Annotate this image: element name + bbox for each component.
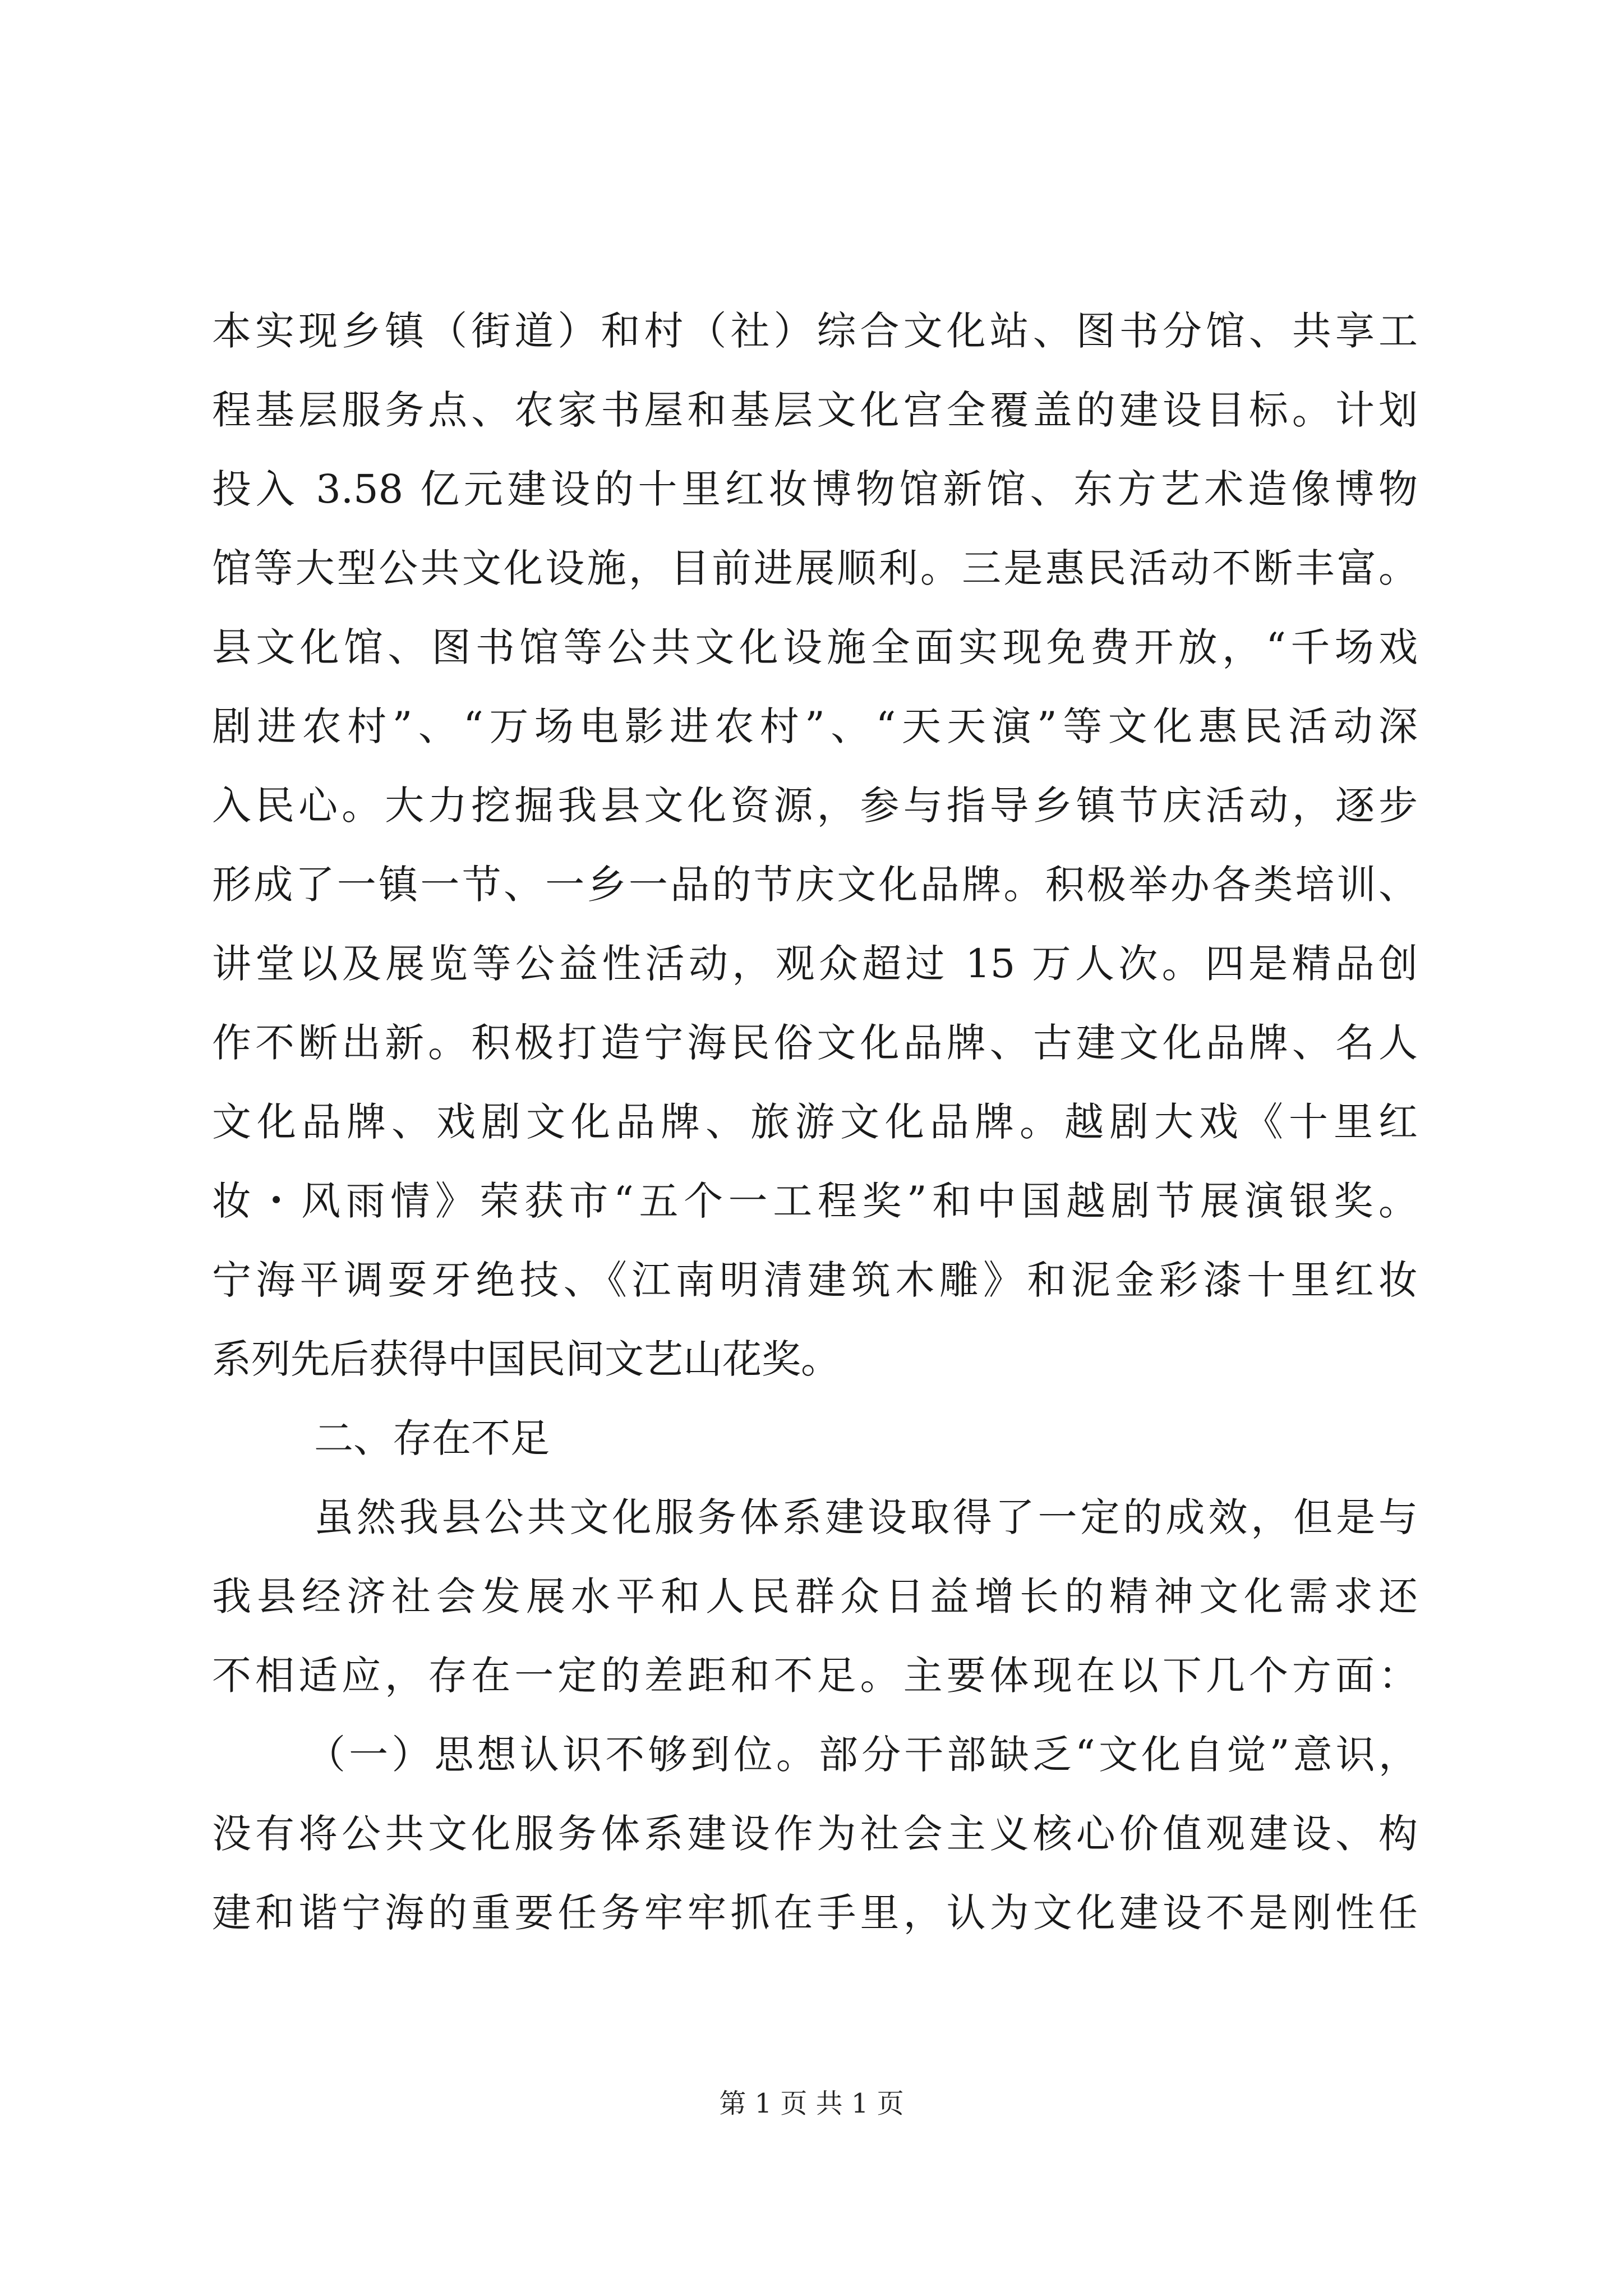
text-line: 程基层服务点、农家书屋和基层文化宫全覆盖的建设目标。计划 bbox=[212, 387, 1418, 433]
text-line: 虽然我县公共文化服务体系建设取得了一定的成效，但是与 bbox=[314, 1494, 1418, 1540]
text-line: 建和谐宁海的重要任务牢牢抓在手里，认为文化建设不是刚性任 bbox=[212, 1890, 1418, 1936]
text-line: 形成了一镇一节、一乡一品的节庆文化品牌。积极举办各类培训、 bbox=[212, 862, 1418, 908]
text-line: 讲堂以及展览等公益性活动，观众超过 15 万人次。四是精品创 bbox=[212, 941, 1418, 987]
document-body bbox=[212, 292, 1418, 1953]
page-footer: 第 1 页 共 1 页 bbox=[719, 2088, 904, 2119]
text-line: 宁海平调耍牙绝技、《江南明清建筑木雕》和泥金彩漆十里红妆 bbox=[212, 1257, 1418, 1303]
text-line: 投入 3.58 亿元建设的十里红妆博物馆新馆、东方艺术造像博物 bbox=[212, 466, 1418, 512]
text-line: 本实现乡镇（街道）和村（社）综合文化站、图书分馆、共享工 bbox=[212, 308, 1418, 354]
text-line: 文化品牌、戏剧文化品牌、旅游文化品牌。越剧大戏《十里红 bbox=[212, 1099, 1418, 1145]
text-line: 不相适应，存在一定的差距和不足。主要体现在以下几个方面： bbox=[212, 1653, 1418, 1699]
text-line: 馆等大型公共文化设施，目前进展顺利。三是惠民活动不断丰富。 bbox=[212, 545, 1418, 591]
subsection-line: （一）思想认识不够到位。部分干部缺乏“文化自觉”意识， bbox=[306, 1732, 1418, 1778]
text-line: 剧进农村”、“万场电影进农村”、“天天演”等文化惠民活动深 bbox=[212, 703, 1418, 749]
text-line: 作不断出新。积极打造宁海民俗文化品牌、古建文化品牌、名人 bbox=[212, 1020, 1418, 1066]
section-heading: 二、存在不足 bbox=[314, 1415, 550, 1461]
text-line: 系列先后获得中国民间文艺山花奖。 bbox=[212, 1336, 840, 1382]
text-line: 县文化馆、图书馆等公共文化设施全面实现免费开放，“千场戏 bbox=[212, 624, 1418, 670]
text-line: 妆・风雨情》荣获市“五个一工程奖”和中国越剧节展演银奖。 bbox=[212, 1178, 1418, 1224]
text-line: 没有将公共文化服务体系建设作为社会主义核心价值观建设、构 bbox=[212, 1811, 1418, 1857]
text-line: 入民心。大力挖掘我县文化资源，参与指导乡镇节庆活动，逐步 bbox=[212, 783, 1418, 829]
text-line: 我县经济社会发展水平和人民群众日益增长的精神文化需求还 bbox=[212, 1573, 1418, 1619]
